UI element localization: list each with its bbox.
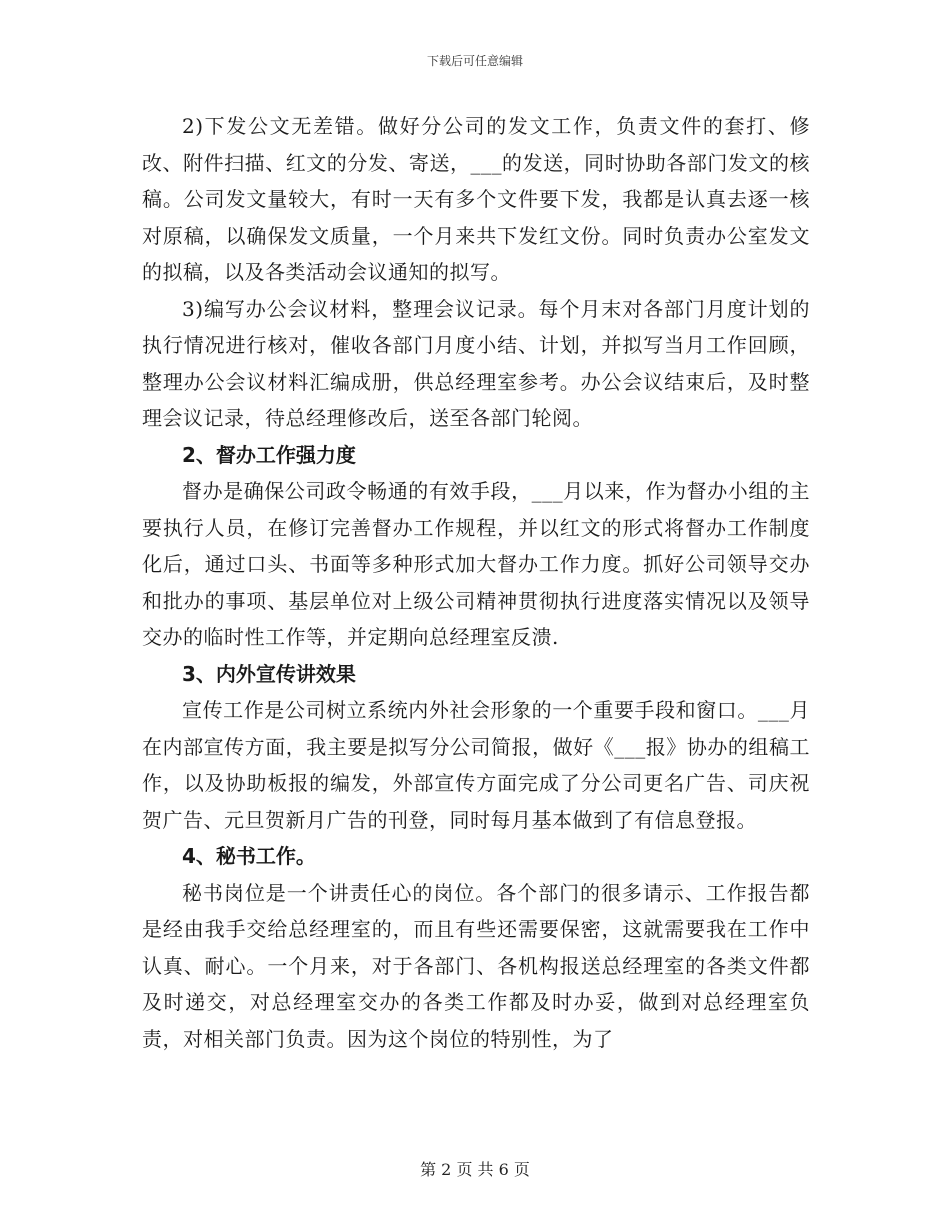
section-heading-secretary: 4、秘书工作。	[182, 844, 316, 868]
paragraph-meeting-materials: 3)编写办公会议材料，整理会议记录。每个月末对各部门月度计划的执行情况进行核对，催收各部门月度小结、计划，并拟写当月工作回顾，整理办公会议材料汇编成册，供总经理室参考。办公会议结束后，及时整理会议记录，待总经理修改后，送至各部门轮阅。	[142, 296, 810, 430]
paragraph-secretary: 秘书岗位是一个讲责任心的岗位。各个部门的很多请示、工作报告都是经由我手交给总经理室的，而且有些还需要保密，这就需要我在工作中认真、耐心。一个月来，对于各部门、各机构报送总经理室的各类文件都及时递交，对总经理室交办的各类工作都及时办妥，做到对总经理室负责，对相关部门负责。因为这个岗位的特别性，为了	[142, 880, 810, 1051]
section-heading-supervision: 2、督办工作强力度	[182, 442, 356, 467]
page-footer: 第 2 页 共 6 页	[420, 1160, 530, 1179]
document-body	[142, 108, 810, 1057]
section-heading-publicity: 3、内外宣传讲效果	[182, 661, 356, 686]
paragraph-dispatch-documents: 2)下发公文无差错。做好分公司的发文工作，负责文件的套打、修改、附件扫描、红文的分发、寄送，___的发送，同时协助各部门发文的核稿。公司发文量较大，有时一天有多个文件要下发，我都是认真去逐一核对原稿，以确保发文质量，一个月来共下发红文份。同时负责办公室发文的拟稿，以及各类活动会议通知的拟写。	[142, 114, 810, 284]
paragraph-publicity: 宣传工作是公司树立系统内外社会形象的一个重要手段和窗口。___月在内部宣传方面，我主要是拟写分公司简报，做好《___报》协办的组稿工作，以及协助板报的编发，外部宣传方面完成了分公司更名广告、司庆祝贺广告、元旦贺新月广告的刊登，同时每月基本做到了有信息登报。	[142, 698, 810, 832]
page-header: 下载后可任意编辑	[426, 54, 523, 68]
paragraph-supervision: 督办是确保公司政令畅通的有效手段，___月以来，作为督办小组的主要执行人员，在修订完善督办工作规程，并以红文的形式将督办工作制度化后，通过口头、书面等多种形式加大督办工作力度。抓好公司领导交办和批办的事项、基层单位对上级公司精神贯彻执行进度落实情况以及领导交办的临时性工作等，并定期向总经理室反溃.	[142, 479, 810, 649]
